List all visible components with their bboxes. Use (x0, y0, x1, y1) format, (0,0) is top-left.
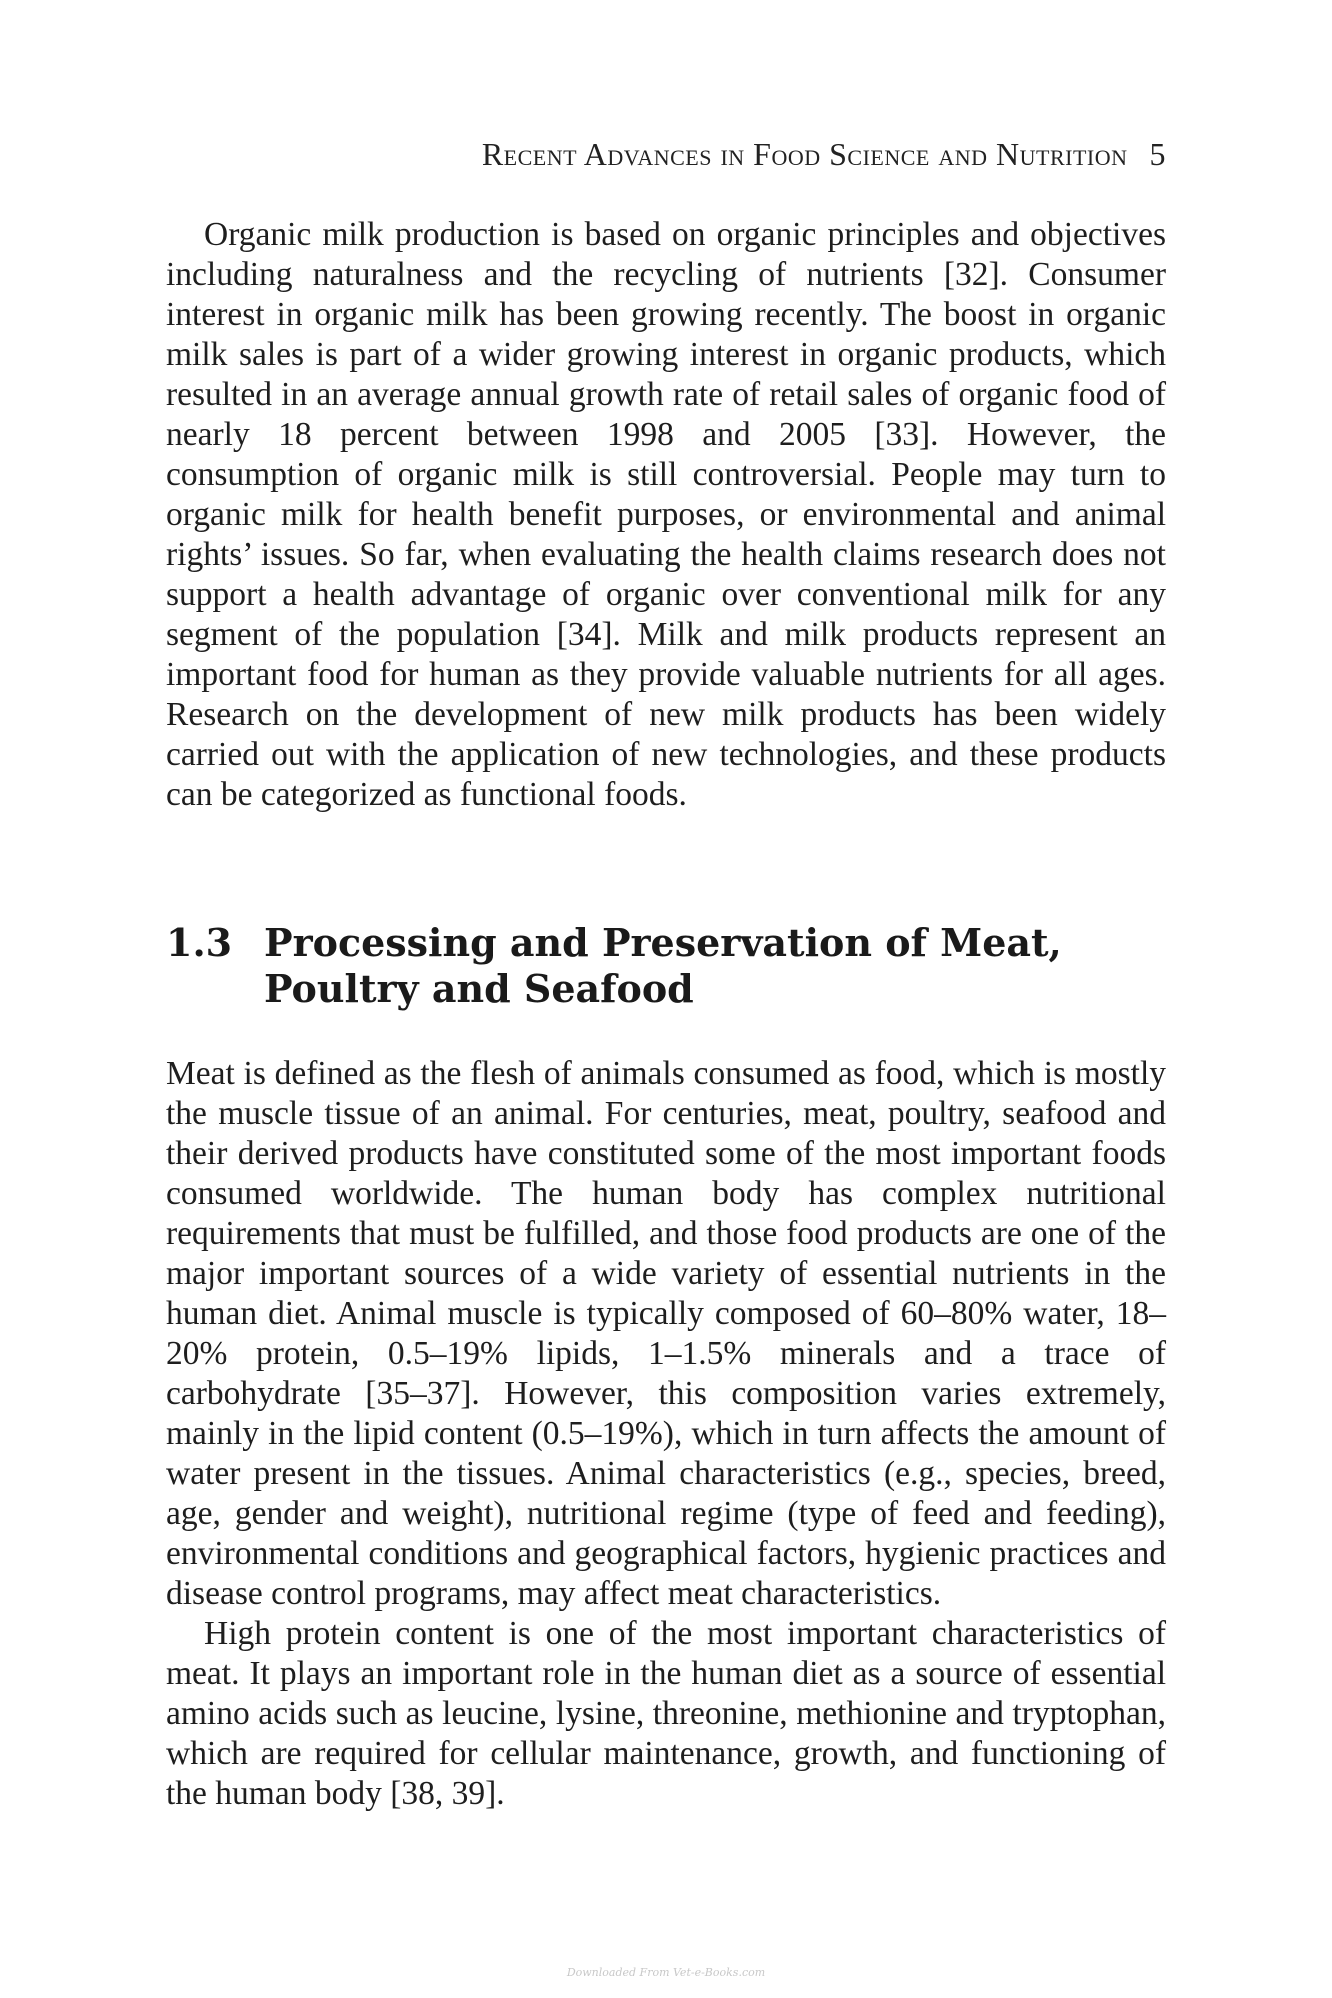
section-heading (166, 920, 1166, 1012)
running-head (482, 136, 1166, 173)
section-title: Processing and Preservation of Meat, Poultry and Seafood (264, 920, 1062, 1011)
download-watermark: Downloaded From Vet-e-Books.com (566, 1966, 766, 1979)
body-text-top (166, 215, 1166, 815)
body-text-bottom (166, 1054, 1166, 1814)
section-number: 1.3 (166, 920, 233, 965)
running-head-title: Recent Advances in Food Science and Nutrition (481, 136, 1128, 172)
paragraph-meat-protein: High protein content is one of the most important characteristics of meat. It plays an important role in the human diet as a source of essential amino acids such as leucine, lysine, threonine, methionine and tryptophan, which are required for cellular maintenance, growth, and functioning of the human body [38, 39]. (166, 1615, 1166, 1812)
paragraph-meat-definition: Meat is defined as the flesh of animals consumed as food, which is mostly the muscle tissue of an animal. For centuries, meat, poultry, seafood and their derived products have constituted some of the most important foods consumed worldwide. The human body has complex nutritional requirements that must be fulfilled, and those food products are one of the major important sources of a wide variety of essential nutrients in the human diet. Animal muscle is typically composed of 60–80% water, 18–20% protein, 0.5–19% lipids, 1–1.5% minerals and a trace of carbohydrate [35–37]. However, this composition varies extremely, mainly in the lipid content (0.5–19%), which in turn affects the amount of water present in the tissues. Animal characteristics (e.g., species, breed, age, gender and weight), nutritional regime (type of feed and feeding), environmental conditions and geographical factors, hygienic practices and disease control programs, may affect meat characteristics. (166, 1055, 1166, 1612)
paragraph-organic-milk: Organic milk production is based on organic principles and objectives including naturalness and the recycling of nutrients [32]. Consumer interest in organic milk has been growing recently. The boost in organic milk sales is part of a wider growing interest in organic products, which resulted in an average annual growth rate of retail sales of organic food of nearly 18 percent between 1998 and 2005 [33]. However, the consumption of organic milk is still controversial. People may turn to organic milk for health benefit purposes, or environmental and animal rights’ issues. So far, when evaluating the health claims research does not support a health advantage of organic over conventional milk for any segment of the population [34]. Milk and milk products represent an important food for human as they provide valuable nutrients for all ages. Research on the development of new milk products has been widely carried out with the application of new technologies, and these products can be categorized as functional foods. (166, 216, 1166, 813)
page-number: 5 (1149, 136, 1166, 172)
